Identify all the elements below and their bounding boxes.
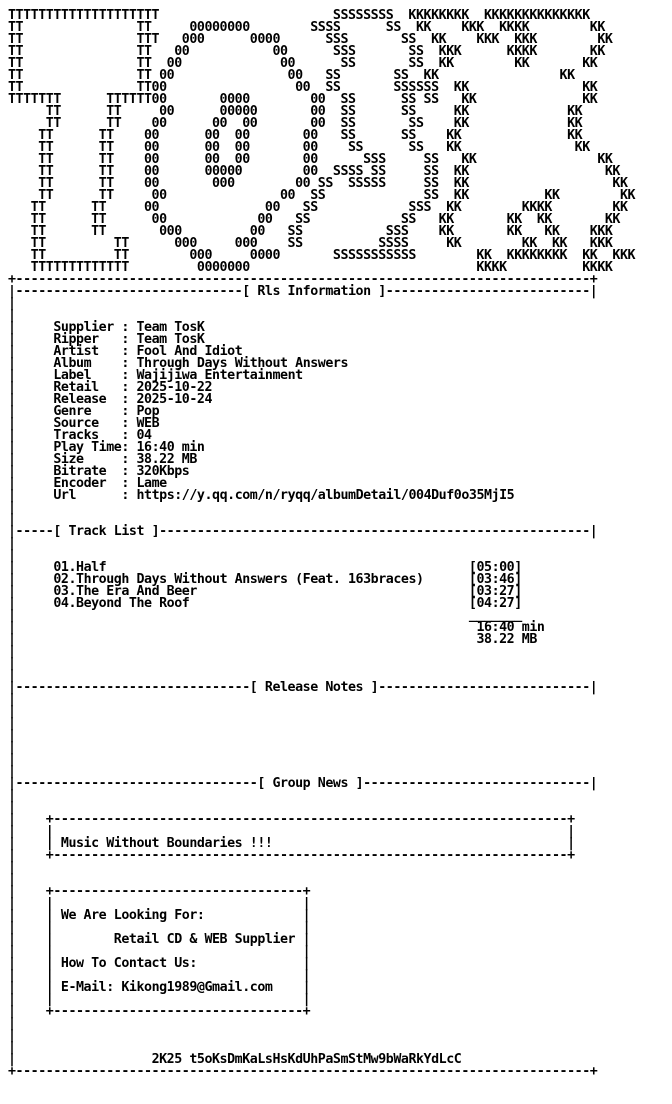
banner-line: TTTTTTTTTTTTT 0000000 KKKK KKKK xyxy=(8,260,613,275)
info-label: Retail xyxy=(53,380,122,395)
frame-line: | xyxy=(8,656,16,671)
info-value: 320Kbps xyxy=(136,464,190,479)
info-label: Genre xyxy=(53,404,122,419)
frame-line: | | | xyxy=(8,992,311,1007)
frame-line: : xyxy=(121,332,137,347)
info-label: Url xyxy=(53,488,122,503)
info-label: Play Time xyxy=(53,440,122,455)
nfo-document xyxy=(8,10,635,1078)
frame-line: | | xyxy=(8,908,61,923)
frame-line: | xyxy=(8,320,54,335)
frame-line: |------------------------------ xyxy=(8,284,243,299)
frame-line: | xyxy=(8,452,54,467)
frame-line: | | | xyxy=(8,944,311,959)
frame-line: | xyxy=(8,548,16,563)
frame-line: : xyxy=(121,320,137,335)
frame-line: | | xyxy=(8,956,61,971)
frame-line: : xyxy=(121,356,137,371)
frame-line: : xyxy=(121,416,137,431)
info-label: Release xyxy=(53,392,122,407)
info-label: Album xyxy=(53,356,122,371)
frame-line: | xyxy=(196,956,311,971)
frame-line: | xyxy=(8,308,16,323)
frame-line: | xyxy=(8,500,16,515)
banner-line: TT TT 00 00000 00 SSSS SS SS KK KK xyxy=(8,164,620,179)
track-title: 01.Half xyxy=(53,560,107,575)
info-label: Label xyxy=(53,368,122,383)
frame-line: | _______ xyxy=(8,608,522,623)
frame-line: |----- xyxy=(8,524,54,539)
banner-line: TT TT 00 00 SS SS KK KK KK xyxy=(8,188,636,203)
frame-line: | xyxy=(8,512,16,527)
frame-line: | xyxy=(204,908,311,923)
frame-line: | xyxy=(8,392,54,407)
banner-line: TT TT 00 00 SS SS KK KK xyxy=(8,68,575,83)
frame-line: ----------------------------| xyxy=(378,680,598,695)
frame-line: : xyxy=(121,380,137,395)
info-value[interactable]: https://y.qq.com/n/ryqq/albumDetail/004Duf0o35MjI5 xyxy=(136,488,515,503)
info-value: 38.22 MB xyxy=(136,452,197,467)
contact-label: How To Contact Us: xyxy=(60,956,197,971)
frame-line: | xyxy=(8,404,54,419)
frame-line: | +---------------------------------+ xyxy=(8,1004,311,1019)
frame-line: | xyxy=(8,356,54,371)
frame-line: | xyxy=(8,668,16,683)
frame-line: | xyxy=(8,428,54,443)
frame-line: | | | xyxy=(8,824,575,839)
frame-line: | xyxy=(8,740,16,755)
info-value: Fool And Idiot xyxy=(136,344,243,359)
frame-line: ---------------------------| xyxy=(385,284,598,299)
track-time: [05:00] xyxy=(468,560,522,575)
info-value: Through Days Without Answers xyxy=(136,356,349,371)
frame-line: | | | xyxy=(8,896,311,911)
frame-line: | xyxy=(8,800,16,815)
info-label: Artist xyxy=(53,344,122,359)
banner-line: TT TT 00 00 00 00 SS SS KK KK xyxy=(8,116,583,131)
banner-line: TT TT 000 000 SS SSSS KK KK KK KKK xyxy=(8,236,613,251)
frame-line: | xyxy=(8,488,54,503)
frame-line: +----------------------------------------------------------------------------+ xyxy=(8,1064,598,1079)
frame-line: | xyxy=(8,344,54,359)
section-title-rls-information: [ Rls Information ] xyxy=(242,284,386,299)
frame-line: : xyxy=(121,428,137,443)
frame-line: | +--------------------------------------------------------------------+ xyxy=(8,812,575,827)
banner-line: TT TT 000 00 SS SSS KK KK KK KKK xyxy=(8,224,613,239)
banner-line: TT TT 00 00 00 00 SSS SS KK KK xyxy=(8,152,613,167)
banner-line: TT TT 00 000 00 SS SSSSS SS KK KK xyxy=(8,176,628,191)
frame-line: | xyxy=(8,716,16,731)
info-value: Team TosK xyxy=(136,320,205,335)
frame-line: | xyxy=(8,440,54,455)
frame-line: | xyxy=(8,560,54,575)
frame-line: | xyxy=(8,1040,16,1055)
frame-line: | xyxy=(8,620,477,635)
frame-line: | +--------------------------------------------------------------------+ xyxy=(8,848,575,863)
footer-tag: 2K25 t5oKsDmKaLsHsKdUhPaSmStMw9bWaRkYdLcC xyxy=(151,1052,462,1067)
banner-line: TT TTT 000 0000 SSS SS KK KKK KKK KK xyxy=(8,32,613,47)
info-value: Wajijiwa Entertainment xyxy=(136,368,303,383)
banner-line: TT TT 00 00 SS SS KK KK KK KK xyxy=(8,212,620,227)
frame-line: | xyxy=(8,536,16,551)
section-title-group-news: [ Group News ] xyxy=(257,776,364,791)
frame-line: | xyxy=(8,584,54,599)
banner-line: TT TT 00 00 SS SSS KK KKKK KK xyxy=(8,200,628,215)
frame-line: | xyxy=(8,692,16,707)
track-time: [03:46] xyxy=(468,572,522,587)
looking-for-label: We Are Looking For: xyxy=(60,908,205,923)
info-value: 2025-10-24 xyxy=(136,392,213,407)
info-label: Supplier xyxy=(53,320,122,335)
frame-line: | xyxy=(295,932,311,947)
banner-line: TT TT 00000000 SSSS SS KK KKK KKKK KK xyxy=(8,20,605,35)
banner-line: TTTTTTTTTTTTTTTTTTTT SSSSSSSS KKKKKKKK KKKKKKKKKKKKKK xyxy=(8,8,590,23)
banner-line: TT TT 00 00000 00 SS SS KK KK xyxy=(8,104,583,119)
frame-line: | xyxy=(8,332,54,347)
frame-line: | xyxy=(272,836,575,851)
frame-line: | xyxy=(8,788,16,803)
track-title: 02.Through Days Without Answers (Feat. 163braces) xyxy=(53,572,424,587)
frame-line: : xyxy=(121,344,137,359)
frame-line: | xyxy=(8,368,54,383)
frame-line: | | | xyxy=(8,920,311,935)
info-value: Lame xyxy=(136,476,167,491)
section-title-release-notes: [ Release Notes ] xyxy=(249,680,379,695)
banner-line: TT TT 00 00 00 00 SS SS KK KK xyxy=(8,140,590,155)
banner-line: TTTTTTT TTTTTT00 0000 00 SS SS SS KK KK xyxy=(8,92,598,107)
info-value: Pop xyxy=(136,404,160,419)
banner-line: TT TT00 00 SS SSSSSS KK KK xyxy=(8,80,598,95)
total-size: 38.22 MB xyxy=(476,632,537,647)
frame-line: ------------------------------| xyxy=(363,776,598,791)
banner-line: TT TT 00 00 SS SS KK KK KK xyxy=(8,56,598,71)
frame-line: ---------------------------------------------------------| xyxy=(159,524,598,539)
frame-line: : xyxy=(121,464,137,479)
frame-line: | xyxy=(8,872,16,887)
frame-line: | xyxy=(8,380,54,395)
track-title: 04.Beyond The Roof xyxy=(53,596,190,611)
banner-line: TT TT 00 00 SSS SS KKK KKKK KK xyxy=(8,44,605,59)
info-label: Bitrate xyxy=(53,464,122,479)
info-label: Source xyxy=(53,416,122,431)
frame-line: : xyxy=(121,368,137,383)
frame-line: | | xyxy=(8,932,114,947)
email-link[interactable]: Kikong1989@Gmail.com xyxy=(121,980,273,995)
section-title-track-list: [ Track List ] xyxy=(53,524,160,539)
total-time: 16:40 min xyxy=(476,620,545,635)
frame-line: | +---------------------------------+ xyxy=(8,884,311,899)
frame-line: | xyxy=(8,860,16,875)
frame-line: |-------------------------------- xyxy=(8,776,258,791)
supplier-wanted: Retail CD & WEB Supplier xyxy=(113,932,296,947)
frame-line: | xyxy=(8,296,16,311)
frame-line: : xyxy=(121,476,137,491)
frame-line: |------------------------------- xyxy=(8,680,250,695)
info-value: 04 xyxy=(136,428,152,443)
frame-line: | | | xyxy=(8,968,311,983)
info-value: 16:40 min xyxy=(136,440,205,455)
frame-line: : xyxy=(121,392,137,407)
frame-line: | xyxy=(8,464,54,479)
frame-line: | | xyxy=(8,980,61,995)
frame-line: | xyxy=(8,764,16,779)
frame-line: | xyxy=(8,728,16,743)
frame-line: | xyxy=(8,572,54,587)
info-label: Size xyxy=(53,452,122,467)
frame-line: +----------------------------------------------------------------------------+ xyxy=(8,272,598,287)
frame-line: | xyxy=(8,704,16,719)
frame-line: : xyxy=(121,440,137,455)
track-time: [04:27] xyxy=(468,596,522,611)
email-label: E-Mail: xyxy=(60,980,114,995)
frame-line: : xyxy=(121,404,137,419)
frame-line: | xyxy=(8,752,16,767)
frame-line: | xyxy=(8,596,54,611)
info-value: WEB xyxy=(136,416,160,431)
frame-line: | xyxy=(8,476,54,491)
frame-line: | | xyxy=(8,836,61,851)
frame-line: | xyxy=(8,416,54,431)
frame-line: : xyxy=(121,488,137,503)
info-label: Tracks xyxy=(53,428,122,443)
frame-line: | xyxy=(272,980,311,995)
frame-line: | xyxy=(8,1028,16,1043)
info-label: Encoder xyxy=(53,476,122,491)
frame-line: | xyxy=(8,644,16,659)
banner-line: TT TT 00 00 00 00 SS SS KK KK xyxy=(8,128,583,143)
frame-line: : xyxy=(121,452,137,467)
banner-line: TT TT 000 0000 SSSSSSSSSSS KK KKKKKKKK KK KKK xyxy=(8,248,636,263)
info-label: Ripper xyxy=(53,332,122,347)
frame-line: | xyxy=(8,1052,152,1067)
frame-line: | xyxy=(8,1016,16,1031)
info-value: Team TosK xyxy=(136,332,205,347)
slogan: Music Without Boundaries !!! xyxy=(60,836,273,851)
info-value: 2025-10-22 xyxy=(136,380,213,395)
frame-line: | xyxy=(8,632,477,647)
track-time: [03:27] xyxy=(468,584,522,599)
track-title: 03.The Era And Beer xyxy=(53,584,197,599)
